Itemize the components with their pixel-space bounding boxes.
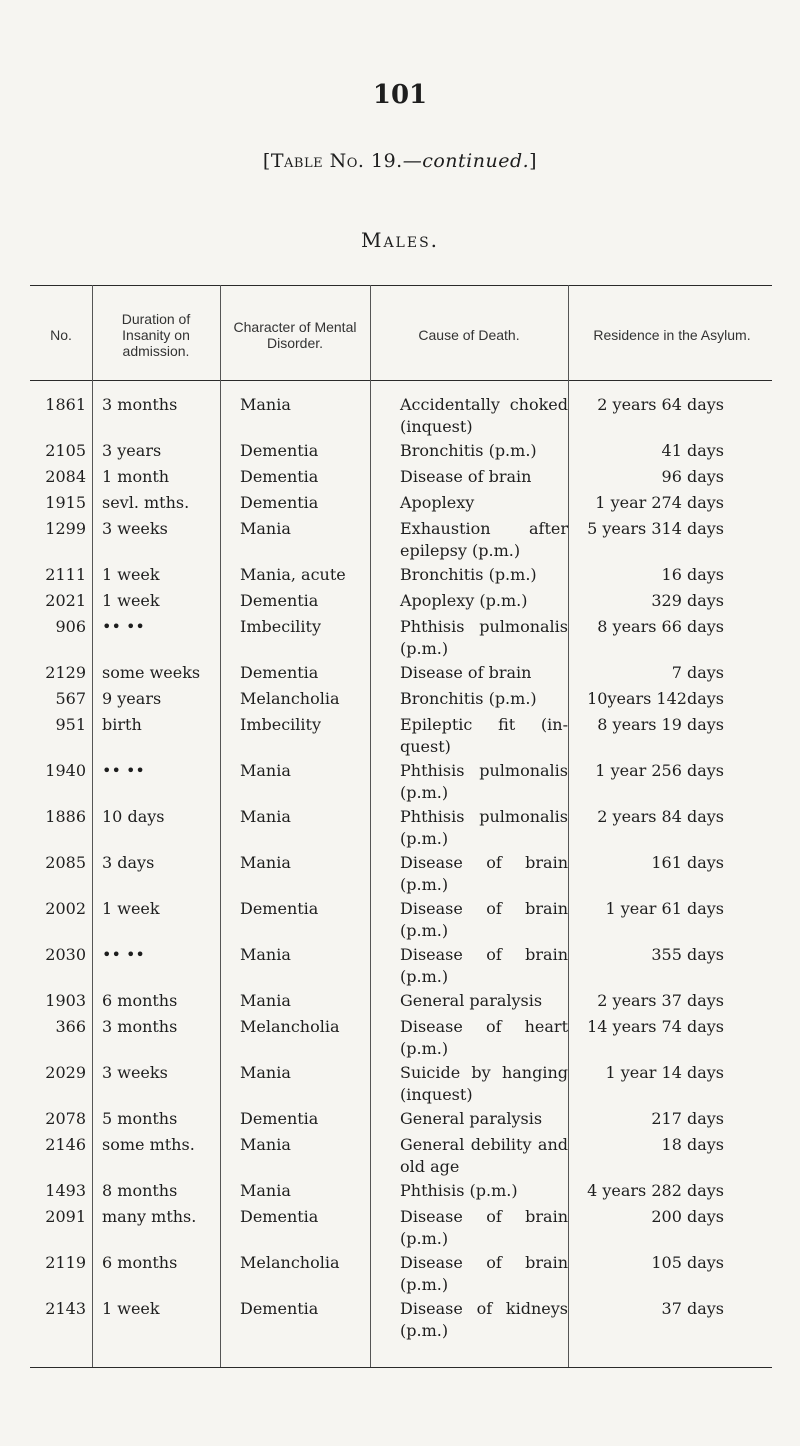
- table-label: Table No.: [270, 150, 365, 172]
- row-number: 1915: [45, 493, 86, 512]
- row-number: 2119: [45, 1253, 86, 1272]
- residence-cell: 161 days: [651, 853, 724, 872]
- residence-cell: 2 years 37 days: [597, 991, 724, 1010]
- character-cell: Mania: [240, 761, 291, 780]
- row-number: 2091: [45, 1207, 86, 1226]
- character-cell: Mania, acute: [240, 565, 346, 584]
- duration-cell: many mths.: [102, 1207, 197, 1226]
- table-number: 19.: [370, 150, 403, 172]
- character-cell: Mania: [240, 945, 291, 964]
- table-caption: [Table No. 19.—continued.]: [262, 150, 538, 172]
- character-cell: Dementia: [240, 493, 319, 512]
- character-cell: Imbecility: [240, 715, 321, 734]
- duration-cell: •• ••: [102, 945, 145, 964]
- section-title: Males.: [360, 228, 440, 252]
- residence-cell: 2 years 84 days: [597, 807, 724, 826]
- character-cell: Dementia: [240, 899, 319, 918]
- character-cell: Mania: [240, 807, 291, 826]
- row-number: 2085: [45, 853, 86, 872]
- duration-cell: 1 month: [102, 467, 170, 486]
- row-number: 2105: [45, 441, 86, 460]
- cause-cell: General paralysis: [400, 991, 543, 1010]
- duration-cell: some weeks: [102, 663, 201, 682]
- table-bottom-rule: [30, 1367, 772, 1368]
- duration-cell: 1 week: [102, 565, 160, 584]
- cause-cell: Disease of brain (p.m.): [400, 1253, 568, 1294]
- column-divider: [568, 285, 569, 1367]
- header-character: Character of Mental Disorder.: [233, 319, 357, 351]
- duration-cell: 6 months: [102, 1253, 178, 1272]
- row-number: 2021: [45, 591, 86, 610]
- row-number: 2143: [45, 1299, 86, 1318]
- residence-cell: 200 days: [651, 1207, 724, 1226]
- residence-cell: 105 days: [651, 1253, 724, 1272]
- row-number: 1940: [45, 761, 86, 780]
- row-number: 2078: [45, 1109, 86, 1128]
- duration-cell: 6 months: [102, 991, 178, 1010]
- row-number: 1493: [45, 1181, 86, 1200]
- character-cell: Mania: [240, 1135, 291, 1154]
- duration-cell: sevl. mths.: [102, 493, 190, 512]
- column-divider: [92, 285, 93, 1367]
- residence-cell: 96 days: [661, 467, 724, 486]
- residence-cell: 1 year 274 days: [595, 493, 724, 512]
- residence-cell: 355 days: [651, 945, 724, 964]
- duration-cell: 10 days: [102, 807, 165, 826]
- duration-cell: birth: [102, 715, 142, 734]
- row-number: 567: [55, 689, 86, 708]
- cause-cell: Disease of brain (p.m.): [400, 853, 568, 894]
- residence-cell: 329 days: [651, 591, 724, 610]
- cause-cell: Exhaustion after epilepsy (p.m.): [400, 519, 568, 560]
- cause-cell: Accidentally choked (inquest): [400, 395, 568, 436]
- residence-cell: 14 years 74 days: [587, 1017, 724, 1036]
- header-bottom-rule: [30, 380, 772, 381]
- cause-cell: Bronchitis (p.m.): [400, 441, 537, 460]
- duration-cell: 3 months: [102, 395, 178, 414]
- row-number: 2111: [45, 565, 86, 584]
- cause-cell: Apoplexy (p.m.): [400, 591, 528, 610]
- residence-cell: 18 days: [661, 1135, 724, 1154]
- row-number: 1903: [45, 991, 86, 1010]
- duration-cell: 1 week: [102, 591, 160, 610]
- row-number: 366: [55, 1017, 86, 1036]
- character-cell: Mania: [240, 853, 291, 872]
- residence-cell: 4 years 282 days: [587, 1181, 724, 1200]
- row-number: 1299: [45, 519, 86, 538]
- residence-cell: 1 year 61 days: [605, 899, 724, 918]
- row-number: 1861: [45, 395, 86, 414]
- row-number: 2029: [45, 1063, 86, 1082]
- table-top-rule: [30, 285, 772, 286]
- cause-cell: Phthisis pulmonalis (p.m.): [400, 807, 568, 848]
- character-cell: Melancholia: [240, 689, 340, 708]
- duration-cell: 1 week: [102, 899, 160, 918]
- cause-cell: Epileptic fit (in-quest): [400, 715, 568, 756]
- residence-cell: 217 days: [651, 1109, 724, 1128]
- continued-label: —continued.: [402, 150, 530, 172]
- cause-cell: Phthisis (p.m.): [400, 1181, 518, 1200]
- cause-cell: Disease of brain: [400, 467, 532, 486]
- row-number: 2084: [45, 467, 86, 486]
- character-cell: Dementia: [240, 1299, 319, 1318]
- residence-cell: 1 year 14 days: [605, 1063, 724, 1082]
- duration-cell: 5 months: [102, 1109, 178, 1128]
- row-number: 951: [55, 715, 86, 734]
- header-cause: Cause of Death.: [418, 327, 520, 343]
- duration-cell: 3 weeks: [102, 519, 168, 538]
- cause-cell: Bronchitis (p.m.): [400, 565, 537, 584]
- duration-cell: •• ••: [102, 617, 145, 636]
- duration-cell: 3 days: [102, 853, 155, 872]
- duration-cell: 3 years: [102, 441, 162, 460]
- character-cell: Mania: [240, 1063, 291, 1082]
- character-cell: Melancholia: [240, 1017, 340, 1036]
- row-number: 2030: [45, 945, 86, 964]
- cause-cell: Disease of brain (p.m.): [400, 945, 568, 986]
- character-cell: Dementia: [240, 1109, 319, 1128]
- character-cell: Dementia: [240, 591, 319, 610]
- cause-cell: Disease of brain (p.m.): [400, 899, 568, 940]
- cause-cell: Disease of brain: [400, 663, 532, 682]
- duration-cell: some mths.: [102, 1135, 195, 1154]
- cause-cell: Suicide by hanging (inquest): [400, 1063, 568, 1104]
- cause-cell: General paralysis: [400, 1109, 543, 1128]
- row-number: 2129: [45, 663, 86, 682]
- row-number: 2002: [45, 899, 86, 918]
- duration-cell: 1 week: [102, 1299, 160, 1318]
- residence-cell: 8 years 19 days: [597, 715, 724, 734]
- character-cell: Dementia: [240, 663, 319, 682]
- row-number: 906: [55, 617, 86, 636]
- residence-cell: 1 year 256 days: [595, 761, 724, 780]
- duration-cell: 9 years: [102, 689, 162, 708]
- residence-cell: 37 days: [661, 1299, 724, 1318]
- row-number: 2146: [45, 1135, 86, 1154]
- residence-cell: 41 days: [661, 441, 724, 460]
- cause-cell: Disease of heart (p.m.): [400, 1017, 568, 1058]
- cause-cell: Disease of brain (p.m.): [400, 1207, 568, 1248]
- character-cell: Mania: [240, 1181, 291, 1200]
- residence-cell: 8 years 66 days: [597, 617, 724, 636]
- header-residence: Residence in the Asylum.: [593, 327, 751, 343]
- cause-cell: Apoplexy: [400, 493, 475, 512]
- cause-cell: Phthisis pulmonalis (p.m.): [400, 617, 568, 658]
- header-duration: Duration of Insanity on admission.: [121, 311, 191, 359]
- residence-cell: 7 days: [671, 663, 724, 682]
- duration-cell: 8 months: [102, 1181, 178, 1200]
- header-no: No.: [50, 327, 72, 343]
- page-number: 101: [372, 80, 428, 110]
- row-number: 1886: [45, 807, 86, 826]
- character-cell: Melancholia: [240, 1253, 340, 1272]
- residence-cell: 16 days: [661, 565, 724, 584]
- character-cell: Mania: [240, 395, 291, 414]
- residence-cell: 2 years 64 days: [597, 395, 724, 414]
- character-cell: Dementia: [240, 1207, 319, 1226]
- cause-cell: General debility and old age: [400, 1135, 568, 1176]
- duration-cell: 3 weeks: [102, 1063, 168, 1082]
- residence-cell: 10years 142days: [587, 689, 724, 708]
- cause-cell: Disease of kidneys (p.m.): [400, 1299, 568, 1340]
- cause-cell: Phthisis pulmonalis (p.m.): [400, 761, 568, 802]
- duration-cell: •• ••: [102, 761, 145, 780]
- character-cell: Mania: [240, 519, 291, 538]
- cause-cell: Bronchitis (p.m.): [400, 689, 537, 708]
- character-cell: Dementia: [240, 467, 319, 486]
- residence-cell: 5 years 314 days: [587, 519, 724, 538]
- character-cell: Dementia: [240, 441, 319, 460]
- duration-cell: 3 months: [102, 1017, 178, 1036]
- column-divider: [220, 285, 221, 1367]
- character-cell: Mania: [240, 991, 291, 1010]
- character-cell: Imbecility: [240, 617, 321, 636]
